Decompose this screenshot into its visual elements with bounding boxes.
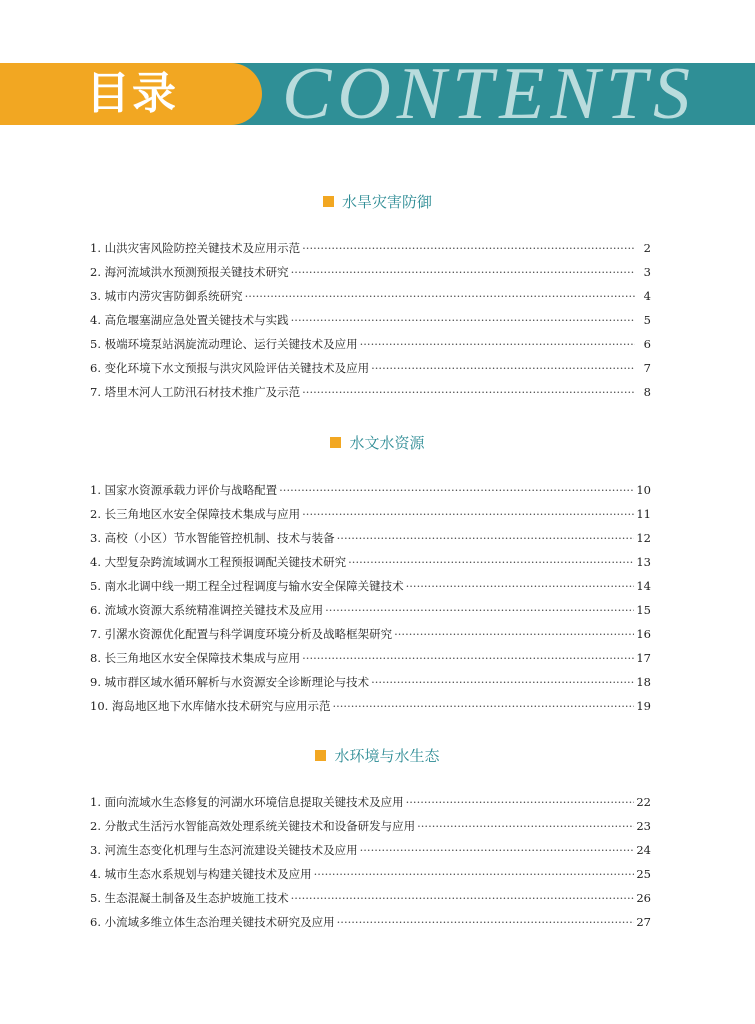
toc-entry[interactable] (90, 332, 651, 356)
dot-leader (291, 308, 635, 332)
dot-leader (337, 526, 635, 550)
toc-entry[interactable] (90, 236, 651, 260)
dot-leader (417, 814, 634, 838)
dot-leader (348, 550, 634, 574)
banner-teal-band (200, 63, 755, 125)
toc-entry[interactable] (90, 380, 651, 404)
toc-list-hydrology (90, 478, 651, 718)
toc-entry-page: 24 (636, 843, 651, 857)
toc-entry-label: 10. 海岛地区地下水库储水技术研究与应用示范 (90, 699, 331, 713)
toc-entry-page: 4 (643, 289, 651, 303)
toc-entry[interactable] (90, 308, 651, 332)
toc-entry-label: 4. 高危堰塞湖应急处置关键技术与实践 (90, 313, 289, 327)
toc-entry-page: 2 (643, 241, 651, 255)
toc-entry-label: 9. 城市群区域水循环解析与水资源安全诊断理论与技术 (90, 675, 370, 689)
dot-leader (302, 646, 634, 670)
dot-leader (371, 670, 634, 694)
toc-entry-label: 6. 变化环境下水文预报与洪灾风险评估关键技术及应用 (90, 361, 370, 375)
dot-leader (406, 790, 635, 814)
toc-entry-label: 5. 生态混凝土制备及生态护坡施工技术 (90, 891, 289, 905)
toc-entry[interactable] (90, 356, 651, 380)
toc-entry-label: 6. 小流域多维立体生态治理关键技术研究及应用 (90, 915, 335, 929)
dot-leader (245, 284, 635, 308)
toc-list-flood-drought (90, 236, 651, 404)
toc-entry[interactable] (90, 670, 651, 694)
header-banner (0, 63, 755, 125)
toc-entry[interactable] (90, 886, 651, 910)
square-bullet-icon (330, 437, 341, 448)
toc-entry-page: 13 (636, 555, 651, 569)
dot-leader (337, 910, 635, 934)
section-title: 水环境与水生态 (334, 747, 440, 765)
dot-leader (360, 332, 635, 356)
toc-entry-label: 7. 塔里木河人工防汛石材技术推广及示范 (90, 385, 301, 399)
toc-entry[interactable] (90, 550, 651, 574)
toc-entry-page: 27 (636, 915, 651, 929)
dot-leader (332, 694, 634, 718)
toc-entry[interactable] (90, 814, 651, 838)
toc-entry-label: 2. 海河流域洪水预测预报关键技术研究 (90, 265, 289, 279)
toc-entry-page: 8 (643, 385, 651, 399)
square-bullet-icon (315, 750, 326, 761)
toc-entry[interactable] (90, 574, 651, 598)
toc-entry[interactable] (90, 694, 651, 718)
toc-entry[interactable] (90, 622, 651, 646)
dot-leader (371, 356, 635, 380)
toc-entry-page: 23 (636, 819, 651, 833)
toc-entry-label: 1. 国家水资源承载力评价与战略配置 (90, 483, 278, 497)
dot-leader (302, 236, 635, 260)
toc-entry[interactable] (90, 646, 651, 670)
toc-entry[interactable] (90, 260, 651, 284)
toc-entry[interactable] (90, 526, 651, 550)
dot-leader (314, 862, 635, 886)
toc-entry[interactable] (90, 284, 651, 308)
toc-entry-label: 2. 长三角地区水安全保障技术集成与应用 (90, 507, 301, 521)
toc-entry-page: 12 (636, 531, 651, 545)
toc-entry-page: 25 (636, 867, 651, 881)
toc-entry-page: 6 (643, 337, 651, 351)
toc-entry-label: 4. 大型复杂跨流域调水工程预报调配关键技术研究 (90, 555, 347, 569)
banner-english-title: CONTENTS (282, 63, 697, 125)
toc-entry-page: 10 (636, 483, 651, 497)
toc-entry[interactable] (90, 790, 651, 814)
toc-entry-page: 3 (643, 265, 651, 279)
toc-entry-page: 5 (643, 313, 651, 327)
toc-entry-page: 7 (643, 361, 651, 375)
toc-entry[interactable] (90, 862, 651, 886)
dot-leader (406, 574, 635, 598)
toc-entry-label: 8. 长三角地区水安全保障技术集成与应用 (90, 651, 301, 665)
toc-entry-page: 11 (636, 507, 651, 521)
toc-entry[interactable] (90, 502, 651, 526)
toc-entry[interactable] (90, 478, 651, 502)
dot-leader (279, 478, 634, 502)
toc-entry-label: 1. 山洪灾害风险防控关键技术及应用示范 (90, 241, 301, 255)
toc-entry-label: 1. 面向流域水生态修复的河湖水环境信息提取关键技术及应用 (90, 795, 404, 809)
dot-leader (291, 886, 635, 910)
toc-entry-page: 14 (636, 579, 651, 593)
page-title: 目录 (86, 68, 178, 119)
section-title: 水文水资源 (349, 434, 425, 452)
toc-entry-label: 3. 城市内涝灾害防御系统研究 (90, 289, 243, 303)
toc-entry-label: 7. 引漯水资源优化配置与科学调度环境分析及战略框架研究 (90, 627, 393, 641)
section-heading-hydrology (0, 432, 755, 454)
toc-entry-page: 19 (636, 699, 651, 713)
section-heading-flood-drought (0, 191, 755, 213)
toc-entry-page: 26 (636, 891, 651, 905)
dot-leader (291, 260, 635, 284)
toc-entry-label: 5. 南水北调中线一期工程全过程调度与输水安全保障关键技术 (90, 579, 404, 593)
toc-list-water-environment (90, 790, 651, 934)
square-bullet-icon (323, 196, 334, 207)
toc-entry-page: 17 (636, 651, 651, 665)
toc-entry-label: 4. 城市生态水系规划与构建关键技术及应用 (90, 867, 312, 881)
toc-entry-page: 15 (636, 603, 651, 617)
toc-entry[interactable] (90, 910, 651, 934)
dot-leader (325, 598, 634, 622)
dot-leader (394, 622, 634, 646)
toc-entry-label: 5. 极端环境泵站涡旋流动理论、运行关键技术及应用 (90, 337, 358, 351)
toc-entry-page: 22 (636, 795, 651, 809)
dot-leader (302, 502, 634, 526)
toc-entry-label: 3. 高校（小区）节水智能管控机制、技术与装备 (90, 531, 335, 545)
toc-entry-label: 6. 流域水资源大系统精准调控关键技术及应用 (90, 603, 324, 617)
toc-entry-label: 3. 河流生态变化机理与生态河流建设关键技术及应用 (90, 843, 358, 857)
section-heading-water-environment (0, 745, 755, 767)
toc-entry[interactable] (90, 838, 651, 862)
dot-leader (302, 380, 635, 404)
section-title: 水旱灾害防御 (341, 193, 432, 211)
toc-entry-page: 18 (636, 675, 651, 689)
toc-entry-label: 2. 分散式生活污水智能高效处理系统关键技术和设备研发与应用 (90, 819, 416, 833)
toc-entry[interactable] (90, 598, 651, 622)
dot-leader (360, 838, 635, 862)
toc-entry-page: 16 (636, 627, 651, 641)
